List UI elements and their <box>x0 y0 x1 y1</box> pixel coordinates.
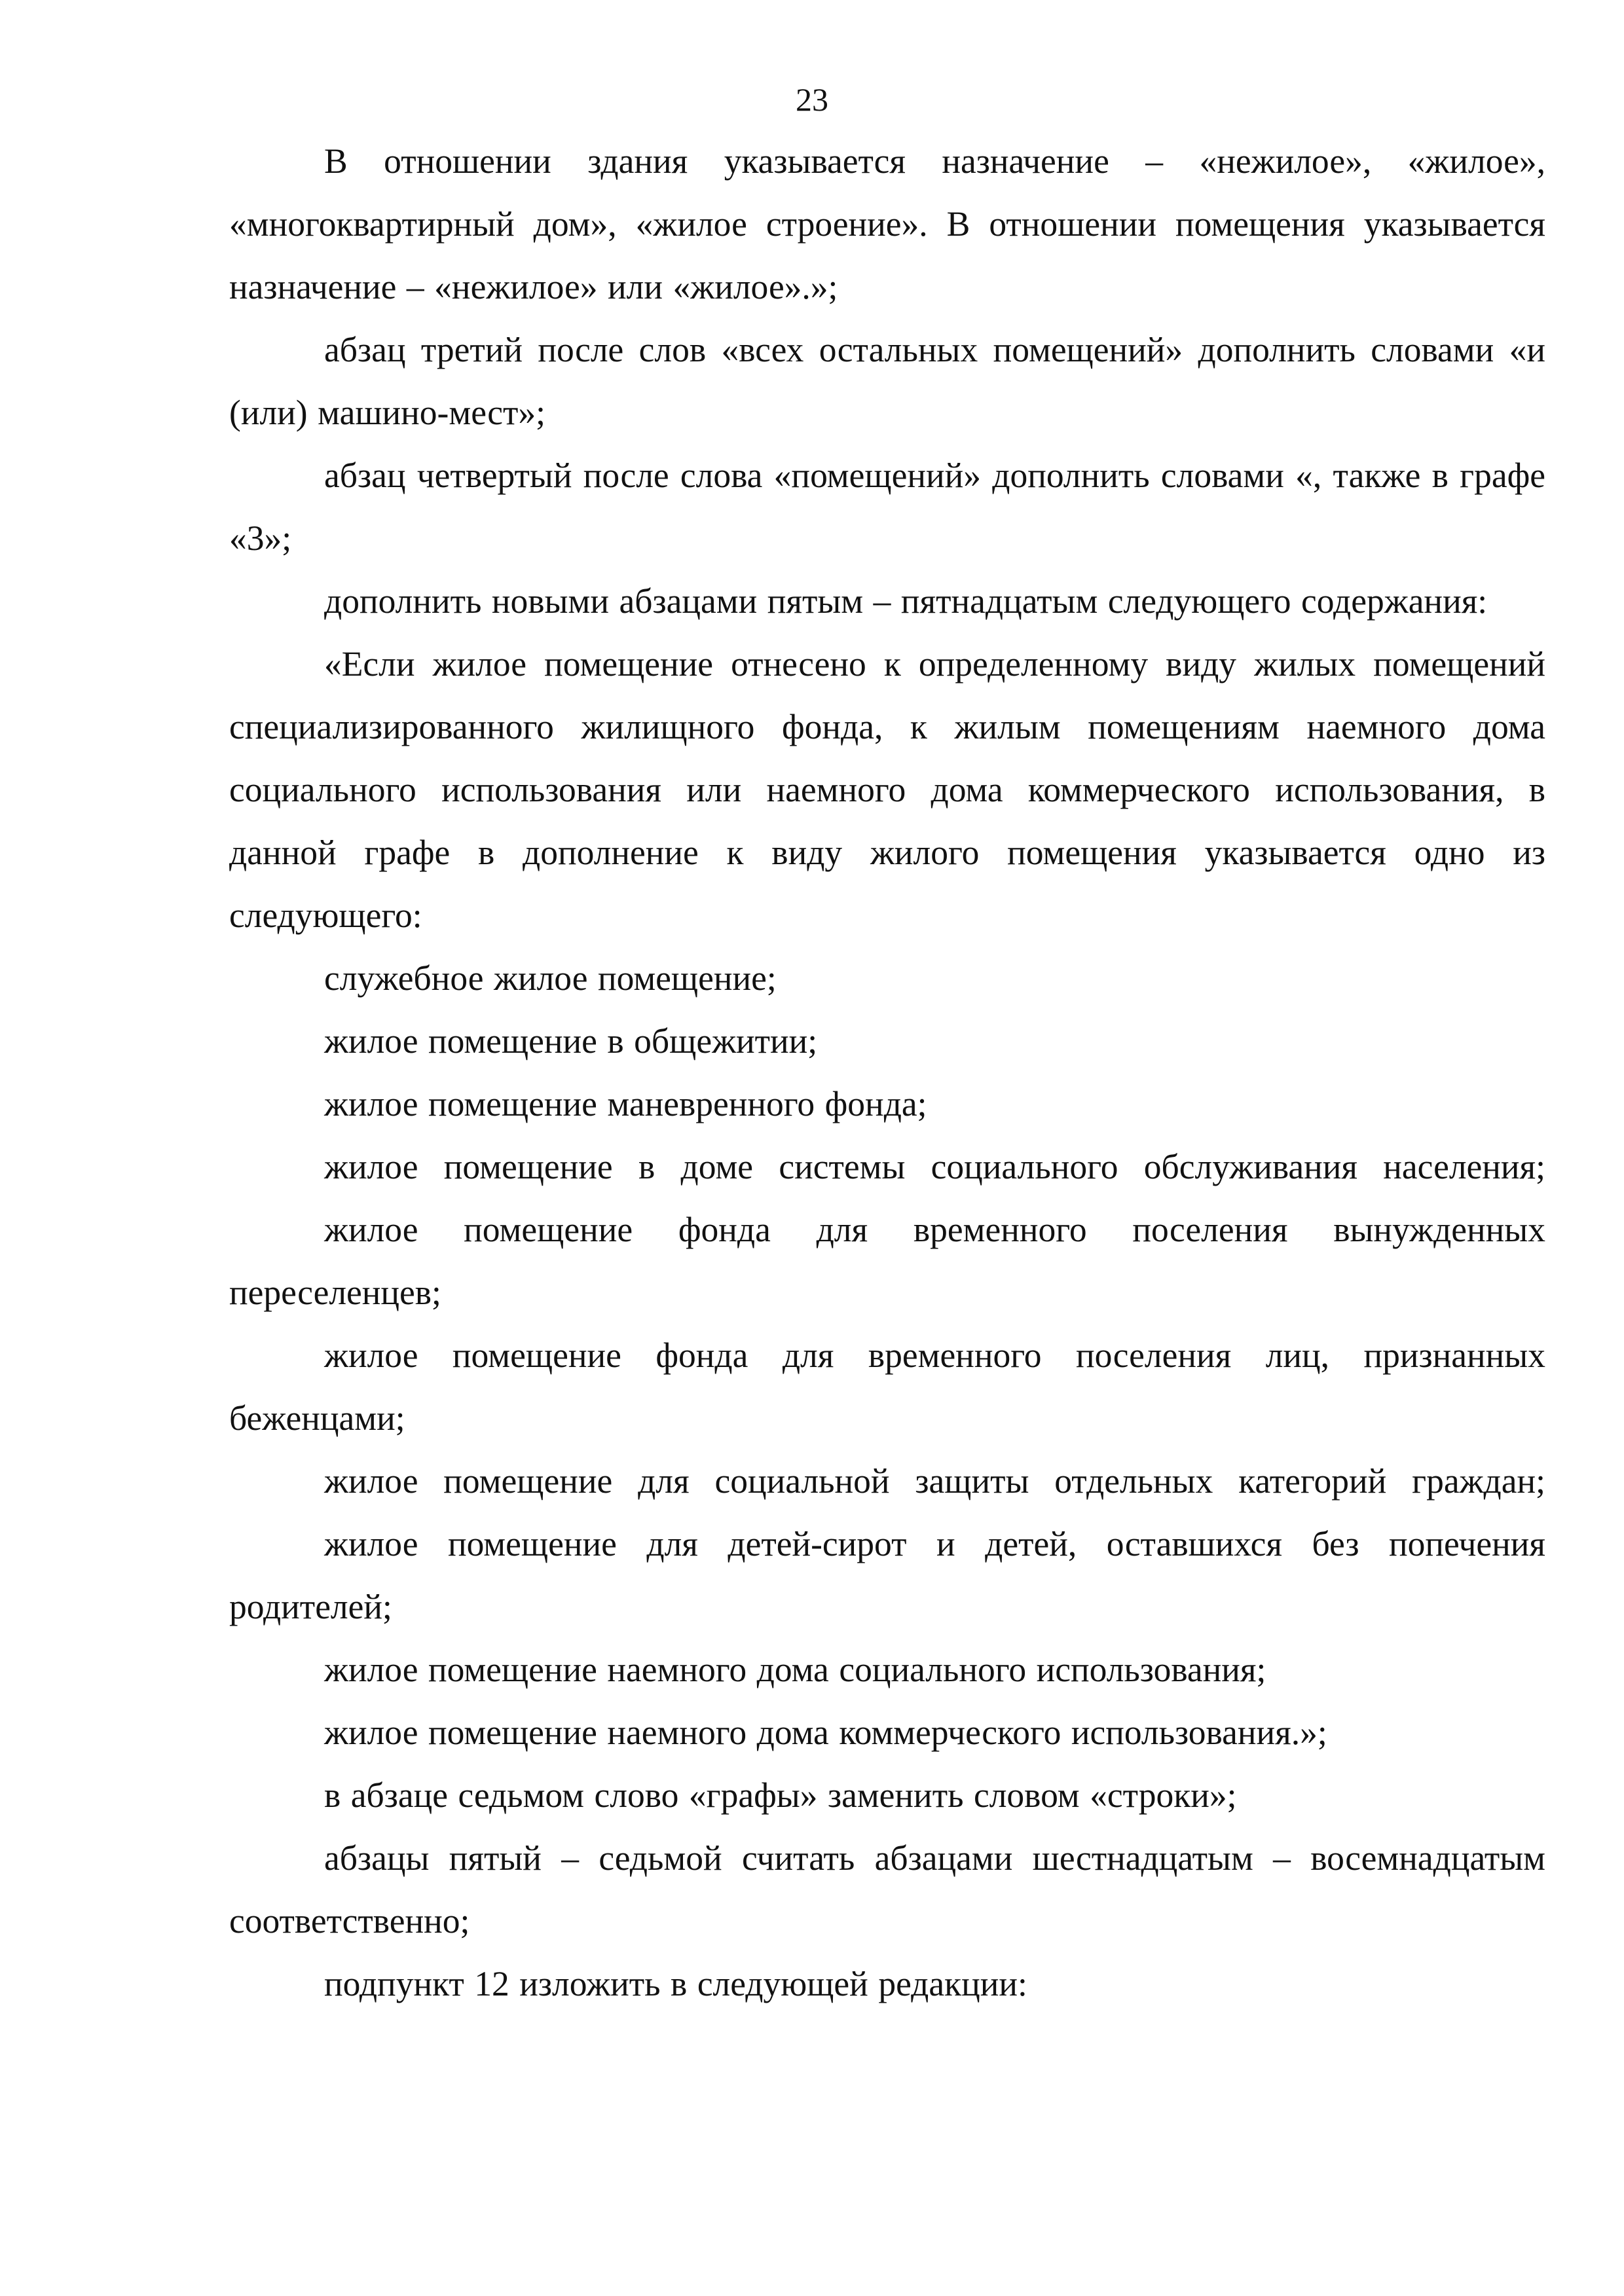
list-item-service-housing: служебное жилое помещение; <box>324 958 777 998</box>
page-number: 23 <box>796 81 828 118</box>
list-item-forced-migrants: жилое помещение фонда для временного поселения вынужденных переселенцев; <box>229 1210 1545 1312</box>
document-body <box>229 130 1545 2015</box>
paragraph-add-new-abzacs: дополнить новыми абзацами пятым – пятнадцатым следующего содержания: <box>324 581 1488 621</box>
list-item-social-rental-home: жилое помещение наемного дома социального использования; <box>324 1650 1266 1689</box>
paragraph-renumber-abzacs: абзацы пятый – седьмой считать абзацами шестнадцатым – восемнадцатым соответственно; <box>229 1838 1545 1941</box>
paragraph-third-abzac: абзац третий после слов «всех остальных помещений» дополнить словами «и (или) машино-мест»; <box>229 330 1545 432</box>
paragraph-specialized-housing: «Если жилое помещение отнесено к определенному виду жилых помещений специализированного жилищного фонда, к жилым помещениям наемного дома социального использования или наемного дома коммерческого использования, в данной графе в дополнение к виду жилого помещения указывается одно из следующего: <box>229 644 1545 935</box>
list-item-social-protection: жилое помещение для социальной защиты отдельных категорий граждан; <box>324 1461 1545 1501</box>
list-item-refugees: жилое помещение фонда для временного поселения лиц, признанных беженцами; <box>229 1336 1545 1438</box>
paragraph-building-purpose: В отношении здания указывается назначение – «нежилое», «жилое», «многоквартирный дом», «жилое строение». В отношении помещения указывается назначение – «нежилое» или «жилое».»; <box>229 141 1545 306</box>
list-item-social-service-home: жилое помещение в доме системы социального обслуживания населения; <box>324 1147 1545 1186</box>
list-item-commercial-rental-home: жилое помещение наемного дома коммерческого использования.»; <box>324 1713 1327 1752</box>
paragraph-fourth-abzac: абзац четвертый после слова «помещений» дополнить словами «, также в графе «3»; <box>229 456 1545 558</box>
list-item-dormitory: жилое помещение в общежитии; <box>324 1021 818 1061</box>
list-item-maneuver-fund: жилое помещение маневренного фонда; <box>324 1084 927 1123</box>
list-item-orphans: жилое помещение для детей-сирот и детей, оставшихся без попечения родителей; <box>229 1524 1545 1626</box>
paragraph-seventh-abzac-replace: в абзаце седьмом слово «графы» заменить словом «строки»; <box>324 1776 1237 1815</box>
paragraph-subpoint-12: подпункт 12 изложить в следующей редакции: <box>324 1964 1027 2003</box>
